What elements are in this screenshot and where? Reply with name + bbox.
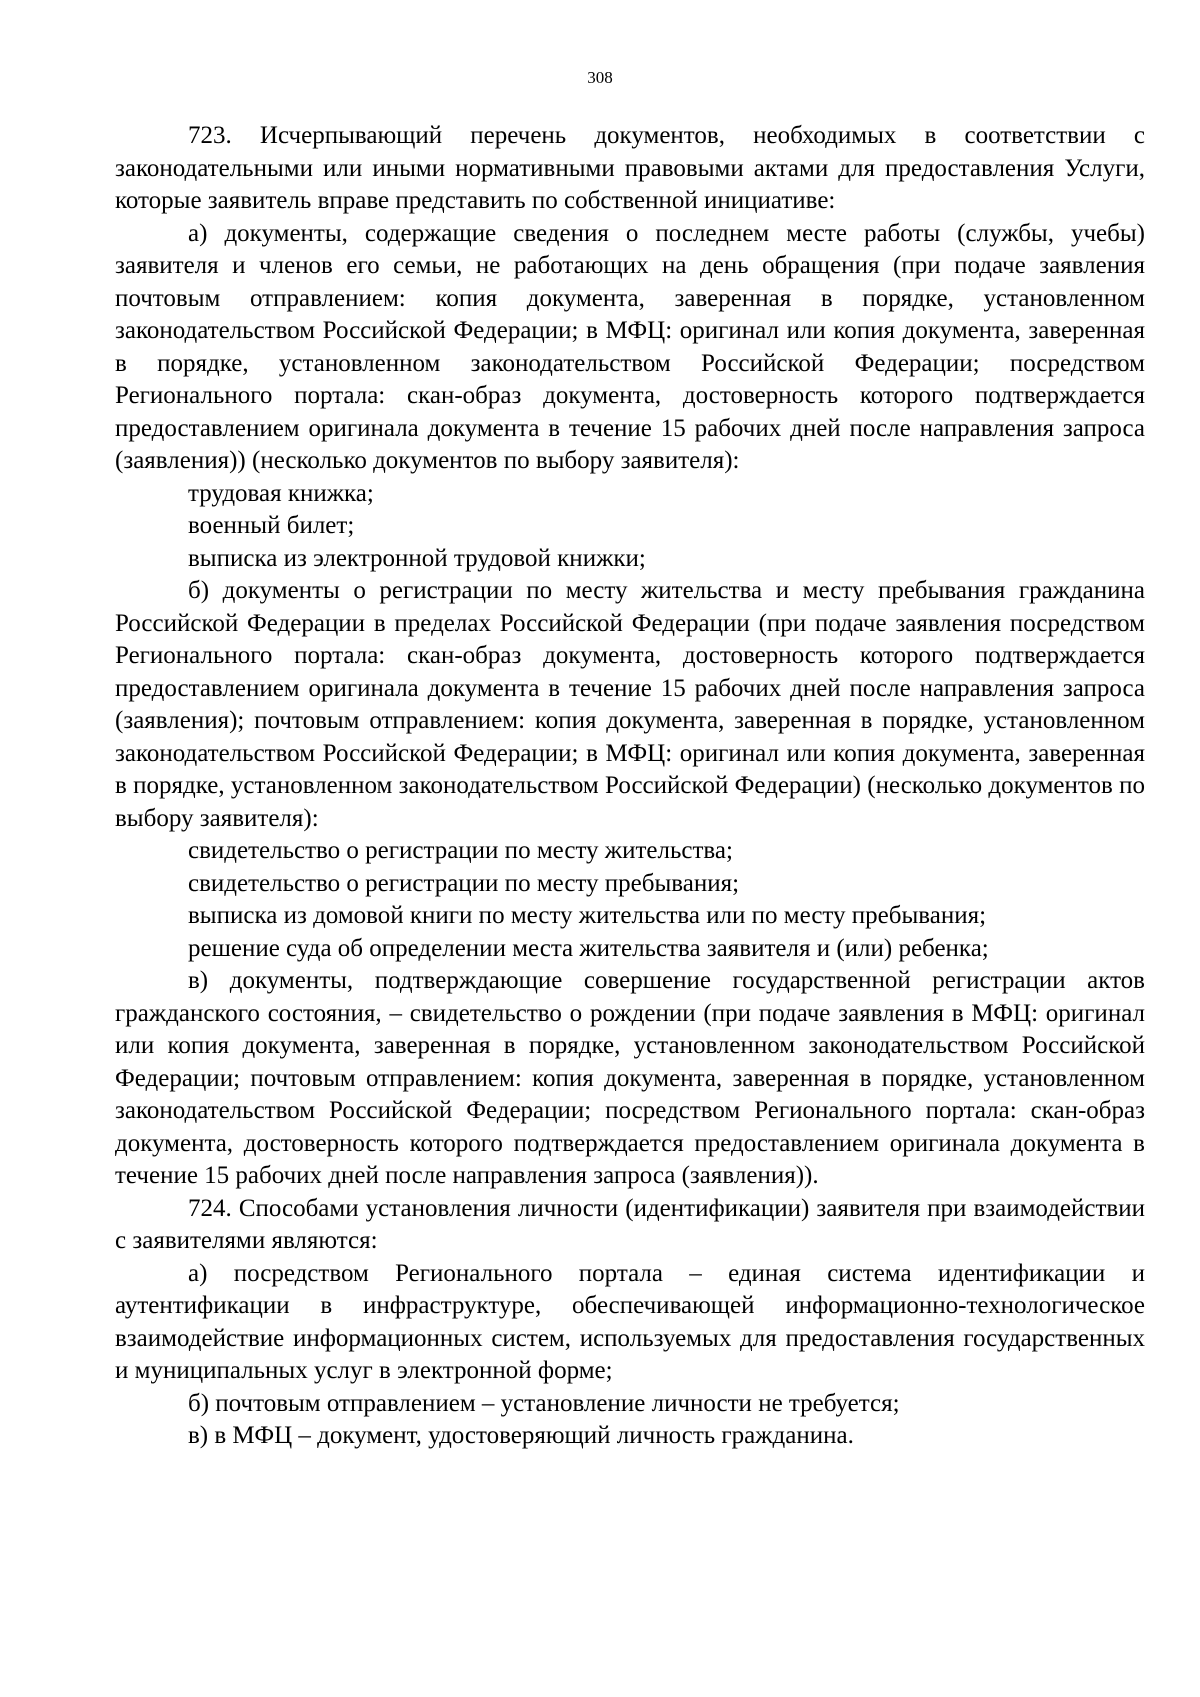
list-item: трудовая книжка; [188, 479, 374, 507]
paragraph-724-b: б) почтовым отправлением – установление личности не требуется; [188, 1389, 900, 1417]
paragraph-723: 723. Исчерпывающий перечень документов, необходимых в соответствии с законодательными или иными нормативными правовыми актами для предоставления Услуги, которые заявитель вправе представить по собственной инициативе: [115, 122, 1145, 214]
paragraph-723-v: в) документы, подтверждающие совершение государственной регистрации актов гражданского состояния, – свидетельство о рождении (при подаче заявления в МФЦ: оригинал или копия документа, заверенная в порядке, установленном законодательством Российской Федерации; почтовым отправлением: копия документа, заверенная в порядке, установленном законодательством Российской Федерации; посредством Регионального портала: скан-образ документа, достоверность которого подтверждается предоставлением оригинала документа в течение 15 рабочих дней после направления запроса (заявления)). [115, 967, 1145, 1189]
list-item: военный билет; [188, 512, 355, 539]
paragraph-723-b: б) документы о регистрации по месту жительства и месту пребывания гражданина Российской Федерации в пределах Российской Федерации (при подаче заявления посредством Регионального портала: скан-образ документа, достоверность которого подтверждается предоставлением оригинала документа в течение 15 рабочих дней после направления запроса (заявления); почтовым отправлением: копия документа, заверенная в порядке, установленном законодательством Российской Федерации; в МФЦ: оригинал или копия документа, заверенная в порядке, установленном законодательством Российской Федерации) (несколько документов по выбору заявителя): [115, 577, 1145, 832]
body-text [115, 120, 1145, 1453]
list-item: решение суда об определении места жительства заявителя и (или) ребенка; [188, 934, 989, 962]
page-number: 308 [587, 68, 613, 87]
list-item: свидетельство о регистрации по месту пребывания; [188, 869, 740, 897]
list-item: свидетельство о регистрации по месту жительства; [188, 837, 733, 864]
paragraph-724: 724. Способами установления личности (идентификации) заявителя при взаимодействии с заявителями являются: [115, 1194, 1145, 1254]
list-item: выписка из домовой книги по месту жительства или по месту пребывания; [188, 902, 987, 929]
paragraph-724-v: в) в МФЦ – документ, удостоверяющий личность гражданина. [188, 1422, 854, 1449]
list-item: выписка из электронной трудовой книжки; [188, 544, 646, 572]
paragraph-723-a: а) документы, содержащие сведения о последнем месте работы (службы, учебы) заявителя и членов его семьи, не работающих на день обращения (при подаче заявления почтовым отправлением: копия документа, заверенная в порядке, установленном законодательством Российской Федерации; в МФЦ: оригинал или копия документа, заверенная в порядке, установленном законодательством Российской Федерации; посредством Регионального портала: скан-образ документа, достоверность которого подтверждается предоставлением оригинала документа в течение 15 рабочих дней после направления запроса (заявления)) (несколько документов по выбору заявителя): [115, 219, 1145, 474]
paragraph-724-a: а) посредством Регионального портала – единая система идентификации и аутентификации в инфраструктуре, обеспечивающей информационно-технологическое взаимодействие информационных систем, используемых для предоставления государственных и муниципальных услуг в электронной форме; [115, 1259, 1145, 1384]
